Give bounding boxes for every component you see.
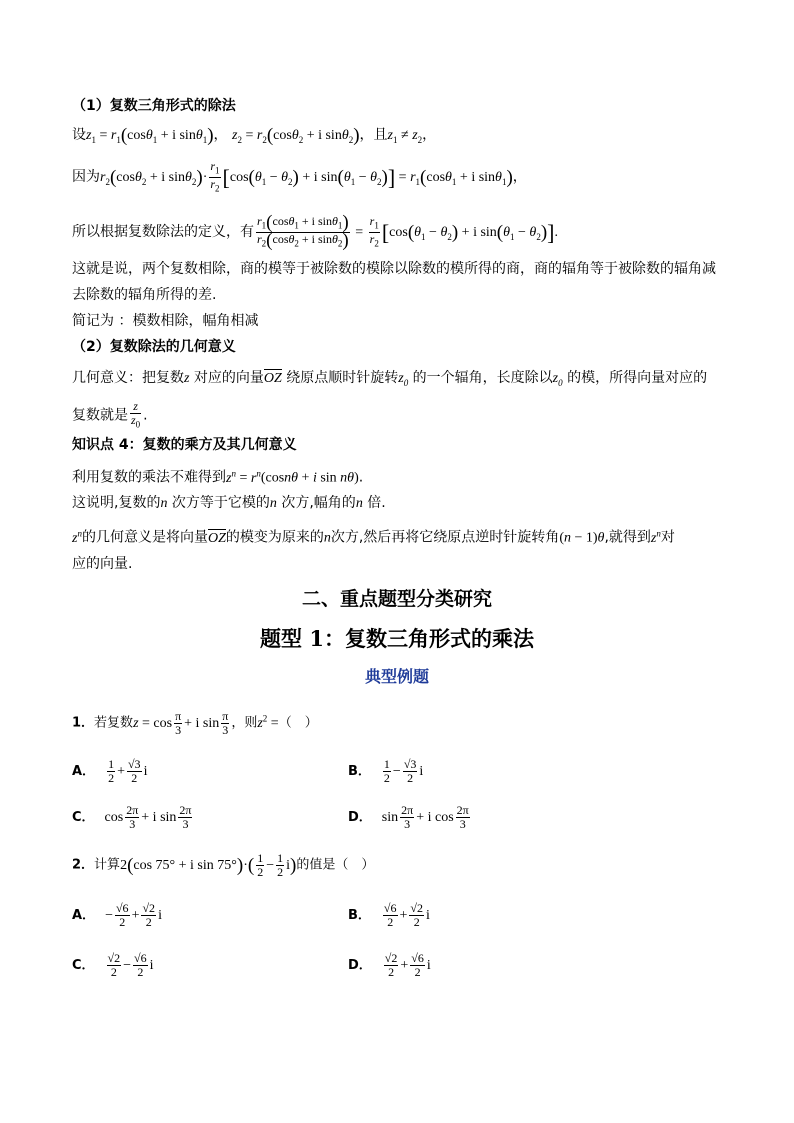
question-1-text-a: 若复数	[94, 715, 134, 731]
power-text-2c: 次方,幅角的	[281, 495, 356, 511]
option-label: B．	[348, 763, 371, 779]
let-prefix: 设	[72, 127, 86, 143]
geometry-text-c: 绕原点顺时针旋转	[286, 370, 399, 386]
option-c-formula: $\frac{√2}{2}$ − $\frac{√6}{2}$ i	[107, 951, 154, 979]
formula-z1-ne-z2: $z_1 \ne z_2$	[387, 128, 423, 145]
and-text: 且	[373, 127, 388, 143]
question-1-text-b: ，则	[231, 715, 258, 731]
symbol-z0-b: $z_0$	[552, 371, 563, 388]
geometry-line-1	[72, 369, 707, 392]
knowledge-point-heading: 知识点 4：复数的乘方及其几何意义	[72, 437, 297, 453]
power-line-1: 利用复数的乘法不难得到$z^n = r^n(\cos n\theta + i$ sin nθ).	[72, 468, 364, 486]
option-label: C．	[72, 957, 95, 973]
option-b-formula: $\frac{√6}{2}$ + $\frac{√2}{2}$ i	[383, 901, 430, 929]
question-1-option-a[interactable]	[72, 758, 147, 785]
formula-because: $r_2(\cos\theta_2 + i$ sinθ$_2$)· $\frac{r_1}{r_2}$ [$\cos(\theta_1 - \theta_2) + i$ $\sin(\theta_1 - \theta_2)] = r_1(\cos\theta_1 + i$ sinθ$_1$)	[100, 159, 513, 194]
formula-division: $\frac{r_1(\cos\theta_1 + i \sin\theta_1)}{r_2(\cos\theta_2 + i \sin\theta_2)}$ = $\frac{r_1}{r_2}$ [$\cos(\theta_1 - \theta_2) + i$ $\sin(\theta_1 - \theta_2)$].	[257, 211, 558, 252]
power-line-3	[72, 524, 675, 548]
option-label: B．	[348, 907, 371, 923]
symbol-zn-2: $z^n$	[650, 528, 661, 546]
power-text-2d: 倍.	[367, 495, 386, 511]
option-label: A．	[72, 907, 96, 923]
formula-angle: (n − 1)θ	[559, 530, 605, 546]
power-text-1: 利用复数的乘法不难得到	[72, 469, 226, 486]
question-1-option-d[interactable]	[348, 804, 472, 831]
question-1-number: 1．	[72, 715, 95, 731]
definition-line: 设$z_1 = r_1(\cos\theta_1 + i$ sinθ$_1$)， $z_2 = r_2(\cos\theta_2 + i$ sinθ$_2$)，且$z_1 \ne z_2$，	[72, 124, 437, 146]
symbol-z: z	[184, 371, 190, 386]
question-2-number: 2．	[72, 857, 95, 873]
symbol-n-1: n	[160, 496, 168, 511]
power-text-2b: 次方等于它模的	[171, 495, 270, 511]
option-label: A．	[72, 763, 96, 779]
formula-de-moivre: $z^n = r^n(\cos n\theta + i$ sin nθ)	[226, 468, 359, 486]
because-line: 因为$r_2(\cos\theta_2 + i$ sinθ$_2$)· $\frac{r_1}{r_2}$ [$\cos(\theta_1 - \theta_2) + i$ $\sin(\theta_1 - \theta_2)] = r_1(\cos\theta_1 + i$ sinθ$_1$)，	[72, 159, 527, 194]
symbol-zn: $z^n$	[72, 528, 82, 546]
question-2-option-a[interactable]	[72, 902, 162, 929]
because-text: 因为	[72, 169, 100, 186]
symbol-n-4: n	[323, 530, 331, 546]
option-b-formula: $\frac{1}{2}$ − $\frac{√3}{2}$ i	[383, 757, 424, 785]
option-label: D．	[348, 809, 372, 825]
question-2-text-b: 的值是（ ）	[296, 857, 375, 873]
question-1-stem	[72, 709, 318, 737]
fraction-z-over-z0: $\frac{z}{z_0}$	[131, 399, 141, 430]
power-text-3e: 对	[660, 529, 675, 546]
power-text-3a: 的几何意义是将向量	[81, 529, 208, 546]
question-1-option-c[interactable]	[72, 804, 194, 831]
geometry-text-e: 的模，所得向量对应的	[567, 370, 708, 386]
explain-line-1: 这就是说，两个复数相除，商的模等于被除数的模除以除数的模所得的商，商的辐角等于被除数的辐角减	[72, 261, 716, 277]
question-2-stem	[72, 852, 374, 879]
question-1-blank: （ ）	[278, 715, 318, 731]
power-line-4: 应的向量.	[72, 556, 133, 572]
symbol-z0: $z_0$	[398, 371, 409, 388]
formula-q1-z: z = cos $\frac{\pi}{3}$ + i sin $\frac{\pi}{3}$	[133, 708, 229, 737]
power-text-3c: 次方,然后再将它绕原点逆时针旋转角	[330, 529, 560, 546]
section-heading-division: （1）复数三角形式的除法	[72, 98, 236, 114]
therefore-line	[72, 211, 558, 252]
geometry-text-a: 几何意义：把复数	[72, 370, 184, 386]
geometry-text-b: 对应的向量	[193, 370, 264, 386]
formula-q1-z2: $z^2$ =	[257, 713, 279, 731]
symbol-n-2: n	[269, 496, 277, 511]
power-text-2a: 这说明,复数的	[72, 495, 161, 511]
geometry-text-f: 复数就是	[72, 407, 128, 424]
section-heading-geometry: （2）复数除法的几何意义	[72, 339, 236, 355]
option-c-formula: cos $\frac{2\pi}{3}$ + i sin $\frac{2\pi}{3}$	[104, 803, 192, 831]
vector-oz: OZ	[263, 371, 282, 386]
examples-title: 典型例题	[364, 667, 429, 686]
option-label: C．	[72, 809, 95, 825]
option-d-formula: sin $\frac{2\pi}{3}$ + i cos $\frac{2\pi}{3}$	[381, 803, 469, 831]
power-text-3b: 的模变为原来的	[225, 529, 324, 546]
summary-line: 简记为 ：模数相除，幅角相减	[72, 313, 259, 329]
option-label: D．	[348, 957, 372, 973]
option-d-formula: $\frac{√2}{2}$ + $\frac{√6}{2}$ i	[384, 951, 431, 979]
option-a-formula: $\frac{1}{2}$ + $\frac{√3}{2}$ i	[108, 757, 148, 785]
question-2-text-a: 计算	[94, 857, 121, 873]
option-a-formula: − $\frac{√6}{2}$ + $\frac{√2}{2}$ i	[105, 901, 162, 929]
explain-line-2: 去除数的辐角所得的差.	[72, 287, 217, 303]
power-line-2	[72, 494, 386, 513]
formula-z2: $z_2 = r_2(\cos\theta_2 + i$ sinθ$_2$)	[232, 124, 360, 146]
question-2-option-c[interactable]	[72, 952, 154, 979]
question-2-option-b[interactable]	[348, 902, 430, 929]
geometry-line-2	[72, 400, 148, 431]
geometry-period: .	[143, 407, 148, 424]
formula-q2: 2(cos 75° + i sin 75°)·( $\frac{1}{2}$ − $\frac{1}{2}$ i)	[120, 851, 297, 879]
question-1-option-b[interactable]	[348, 758, 423, 785]
power-text-3d: ,就得到	[604, 529, 651, 546]
therefore-text: 所以根据复数除法的定义，有	[72, 224, 254, 241]
vector-oz-2: OZ	[207, 530, 226, 546]
symbol-n-3: n	[355, 496, 363, 511]
formula-z1: $z_1 = r_1(\cos\theta_1 + i$ sinθ$_1$)	[86, 124, 214, 146]
type-title: 题型 1：复数三角形式的乘法	[260, 626, 534, 651]
geometry-text-d: 的一个辐角，长度除以	[412, 370, 553, 386]
question-2-option-d[interactable]	[348, 952, 431, 979]
part-title: 二、重点题型分类研究	[301, 588, 492, 610]
